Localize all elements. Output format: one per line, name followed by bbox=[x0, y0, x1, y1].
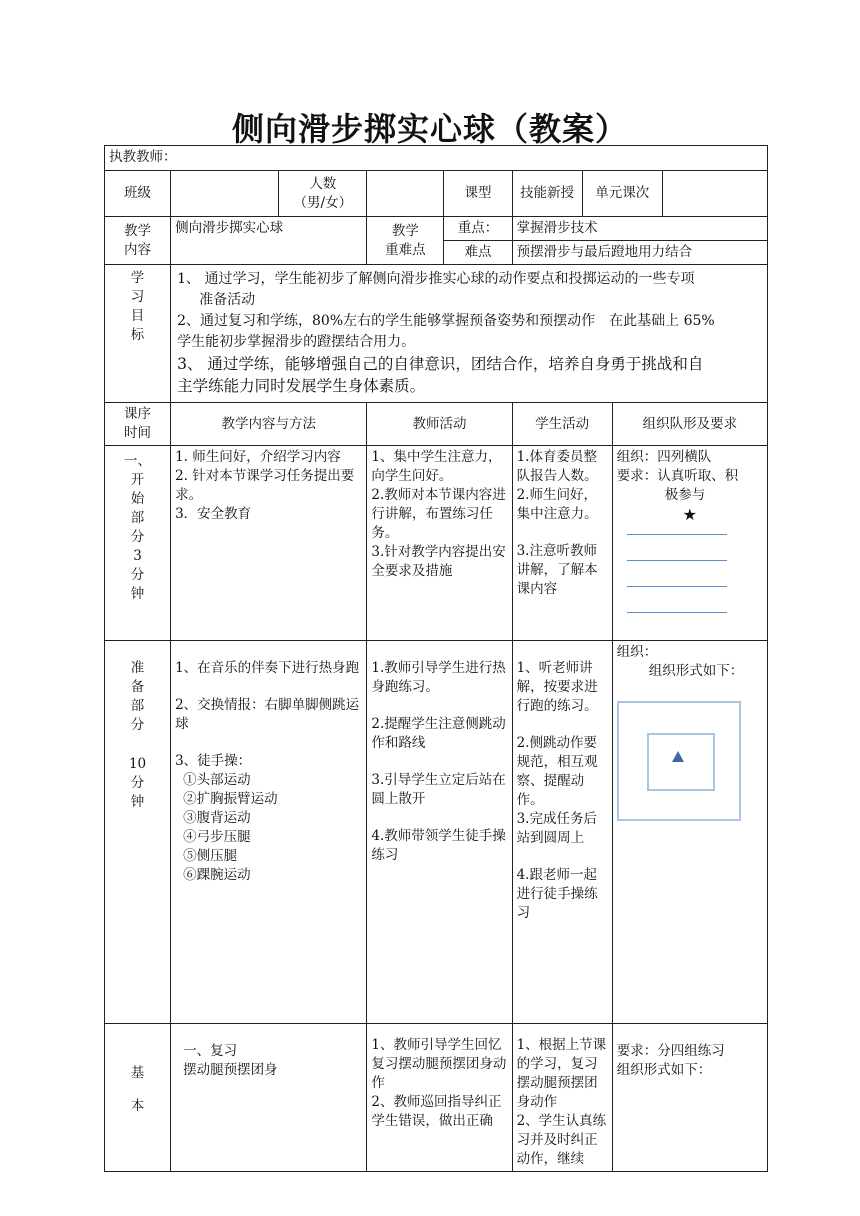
key-difficulty-label-1: 教学 bbox=[391, 222, 419, 239]
s2-student-4: 4.跟老师一起进行徒手操练习 bbox=[516, 867, 598, 921]
lesson-plan-table bbox=[104, 145, 768, 1172]
s2-exercise-2: ②扩胸振臂运动 bbox=[183, 791, 278, 807]
s1-student-3: 3.注意听教师讲解，了解本课内容 bbox=[516, 543, 598, 597]
section2-student bbox=[512, 641, 612, 1024]
objectives-text bbox=[171, 265, 768, 403]
section2-content bbox=[171, 641, 367, 1024]
s3-content-1: 一、复习 bbox=[183, 1043, 238, 1059]
s2-teacher-3: 3.引导学生立定后站在圆上散开 bbox=[371, 772, 506, 807]
s2-teacher-4: 4.教师带领学生徒手操练习 bbox=[371, 828, 506, 863]
section3-content bbox=[171, 1024, 367, 1172]
s1-student-1: 1.体育委员整队报告人数。 bbox=[516, 449, 598, 484]
s1-org-3: 极参与 bbox=[664, 487, 706, 503]
s2-exercise-1: ①头部运动 bbox=[183, 772, 251, 788]
s1-teacher-1: 1、集中学生注意力，向学生问好。 bbox=[371, 449, 502, 484]
section3-teacher bbox=[367, 1024, 512, 1172]
objective-1b: 准备活动 bbox=[199, 292, 256, 308]
objectives-label-2: 习 bbox=[130, 289, 145, 305]
class-label: 班级 bbox=[105, 171, 171, 217]
s2-time-5: 10 bbox=[128, 756, 147, 772]
unit-value bbox=[662, 171, 767, 217]
row-line-1 bbox=[627, 534, 727, 535]
objective-3b: 主学练能力同时发展学生身体素质。 bbox=[177, 377, 426, 395]
four-rows-formation-diagram bbox=[627, 534, 763, 613]
section1-teacher bbox=[367, 446, 512, 641]
section2-org bbox=[612, 641, 767, 1024]
count-label-sub: （男/女） bbox=[293, 194, 353, 211]
s2-time-0: 准 bbox=[130, 660, 145, 676]
section1-content bbox=[171, 446, 367, 641]
s2-time-3: 分 bbox=[130, 717, 145, 733]
s3-time-1: 本 bbox=[130, 1098, 145, 1114]
s2-org-2: 组织形式如下： bbox=[648, 663, 744, 679]
s2-student-1: 1、听老师讲解，按要求进行跑的练习。 bbox=[516, 660, 598, 714]
col-student: 学生活动 bbox=[512, 403, 612, 446]
section2-teacher bbox=[367, 641, 512, 1024]
circle-formation-diagram bbox=[617, 701, 741, 821]
s2-time-7: 钟 bbox=[130, 794, 145, 810]
s1-teacher-3: 3.针对教学内容提出安全要求及措施 bbox=[371, 544, 506, 579]
objective-1: 1、 通过学习，学生能初步了解侧向滑步推实心球的动作要点和投掷运动的一些专项 bbox=[177, 271, 695, 287]
s1-content-3: 3．安全教育 bbox=[175, 506, 252, 522]
difficulty-label: 难点 bbox=[444, 241, 512, 265]
section1-org bbox=[612, 446, 767, 641]
content-label bbox=[105, 217, 171, 265]
s2-content-1: 1、在音乐的伴奏下进行热身跑 bbox=[175, 660, 360, 676]
s1-time-2: 始 bbox=[130, 491, 145, 507]
objectives-label-3: 目 bbox=[130, 308, 145, 324]
page-title: 侧向滑步掷实心球（教案） bbox=[231, 110, 628, 148]
section3-org bbox=[612, 1024, 767, 1172]
s2-exercise-3: ③腹背运动 bbox=[183, 810, 251, 826]
col-content: 教学内容与方法 bbox=[171, 403, 367, 446]
s1-time-4: 分 bbox=[130, 529, 145, 545]
s3-teacher-2: 2、教师巡回指导纠正学生错误，做出正确 bbox=[371, 1094, 502, 1129]
count-value bbox=[367, 171, 444, 217]
s2-time-2: 部 bbox=[130, 698, 145, 714]
s3-content-2: 摆动腿预摆团身 bbox=[183, 1062, 278, 1078]
s2-teacher-1: 1.教师引导学生进行热身跑练习。 bbox=[371, 660, 506, 695]
unit-label: 单元课次 bbox=[582, 171, 662, 217]
s3-teacher-1: 1、教师引导学生回忆复习摆动腿预摆团身动作 bbox=[371, 1037, 507, 1091]
s2-teacher-2: 2.提醒学生注意侧跳动作和路线 bbox=[371, 716, 506, 751]
class-value bbox=[171, 171, 279, 217]
s3-org-2: 组织形式如下： bbox=[616, 1062, 712, 1078]
objectives-label bbox=[105, 265, 171, 403]
section3-student bbox=[512, 1024, 612, 1172]
s1-student-2: 2.师生问好，集中注意力。 bbox=[516, 487, 598, 522]
s2-student-2: 2.侧跳动作要规范，相互观察、提醒动作。 bbox=[516, 735, 598, 808]
key-difficulty-label-2: 重难点 bbox=[385, 241, 426, 258]
s1-teacher-2: 2.教师对本节课内容进行讲解，布置练习任务。 bbox=[371, 487, 506, 541]
s1-org-2: 要求：认真听取、积 bbox=[616, 468, 739, 484]
col-time-1: 课序 bbox=[124, 406, 152, 422]
s2-content-2: 2、交换情报：右脚单脚侧跳运球 bbox=[175, 697, 360, 732]
s2-time-4 bbox=[109, 735, 166, 755]
key-point-label: 重点： bbox=[444, 217, 512, 241]
objective-3: 3、 通过学练，能够增强自己的自律意识，团结合作，培养自身勇于挑战和自 bbox=[177, 355, 704, 373]
s3-student-2: 2、学生认真练习并及时纠正动作，继续 bbox=[516, 1113, 607, 1167]
col-time-2: 时间 bbox=[124, 425, 152, 441]
section1-student bbox=[512, 446, 612, 641]
section3-time bbox=[105, 1024, 171, 1172]
s1-time-6: 分 bbox=[130, 567, 145, 583]
objectives-label-4: 标 bbox=[130, 327, 145, 343]
s2-content-3: 3、徒手操： bbox=[175, 753, 252, 769]
content-label-1: 教学 bbox=[124, 222, 152, 239]
teacher-star-icon: ★ bbox=[682, 505, 698, 524]
s2-time-1: 备 bbox=[130, 679, 145, 695]
s1-time-1: 开 bbox=[130, 472, 145, 488]
difficulty-value: 预摆滑步与最后蹬地用力结合 bbox=[512, 241, 767, 265]
s1-content-1: 1. 师生问好，介绍学习内容 bbox=[175, 449, 341, 465]
s2-time-6: 分 bbox=[130, 775, 145, 791]
inner-square bbox=[647, 733, 715, 791]
col-org: 组织队形及要求 bbox=[612, 403, 767, 446]
count-label bbox=[279, 171, 367, 217]
objective-2b: 学生能初步掌握滑步的蹬摆结合用力。 bbox=[177, 334, 416, 350]
section1-time bbox=[105, 446, 171, 641]
row-line-2 bbox=[627, 560, 727, 561]
col-time bbox=[105, 403, 171, 446]
s3-time-0: 基 bbox=[130, 1065, 145, 1081]
s3-org-1: 要求：分四组练习 bbox=[616, 1043, 725, 1059]
s2-student-3: 3.完成任务后站到圆周上 bbox=[516, 811, 597, 846]
s1-time-0: 一、 bbox=[124, 453, 152, 469]
type-value: 技能新授 bbox=[512, 171, 582, 217]
content-value: 侧向滑步掷实心球 bbox=[171, 217, 367, 265]
row-line-3 bbox=[627, 586, 727, 587]
s1-time-7: 钟 bbox=[130, 586, 145, 602]
s1-time-3: 部 bbox=[130, 510, 145, 526]
key-point-value: 掌握滑步技术 bbox=[512, 217, 767, 241]
type-label: 课型 bbox=[444, 171, 512, 217]
key-difficulty-label bbox=[367, 217, 444, 265]
s2-org-1: 组织： bbox=[616, 644, 658, 660]
row-line-4 bbox=[627, 612, 727, 613]
s1-org-1: 组织：四列横队 bbox=[616, 449, 712, 465]
content-label-2: 内容 bbox=[124, 241, 152, 258]
objective-2: 2、通过复习和学练，80%左右的学生能够掌握预备姿势和预摆动作 在此基础上 65% bbox=[177, 313, 715, 329]
s1-content-2: 2. 针对本节课学习任务提出要求。 bbox=[175, 468, 355, 503]
section2-time bbox=[105, 641, 171, 1024]
s3-student-1: 1、根据上节课的学习，复习摆动腿预摆团身动作 bbox=[516, 1037, 607, 1110]
teacher-label: 执教教师： bbox=[105, 146, 768, 171]
objectives-label-1: 学 bbox=[130, 270, 145, 286]
count-label-text: 人数 bbox=[309, 175, 337, 192]
s2-exercise-5: ⑤侧压腿 bbox=[183, 848, 238, 864]
teacher-triangle-icon bbox=[672, 751, 684, 762]
s2-exercise-6: ⑥踝腕运动 bbox=[183, 867, 251, 883]
s2-exercise-4: ④弓步压腿 bbox=[183, 829, 251, 845]
col-teacher: 教师活动 bbox=[367, 403, 512, 446]
s1-time-5: 3 bbox=[133, 548, 142, 564]
